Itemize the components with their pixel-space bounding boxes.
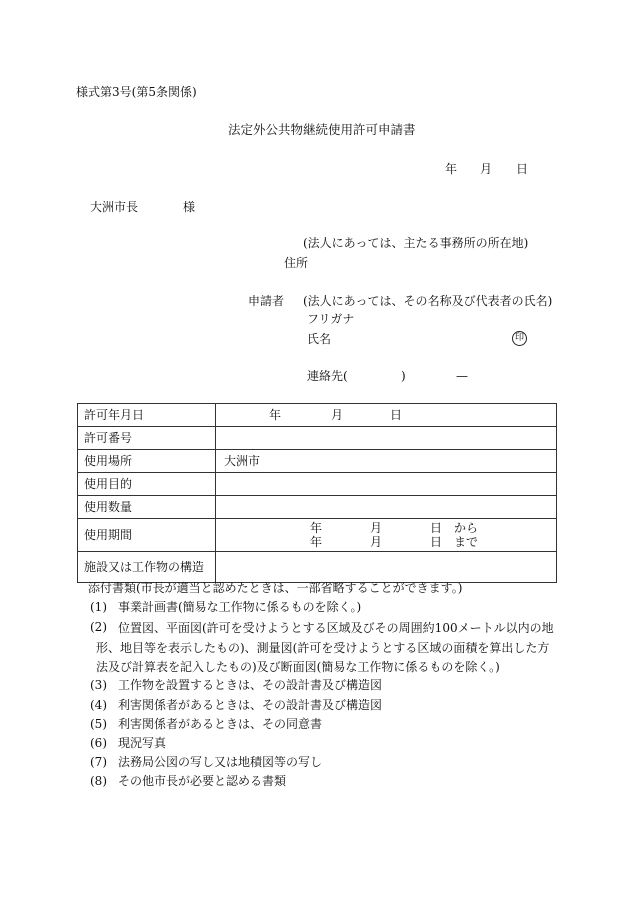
- date-year-label: 年: [445, 162, 458, 176]
- seal-mark: 印: [512, 331, 527, 346]
- permit-date-month: 月: [331, 408, 344, 422]
- structure-field[interactable]: [216, 552, 557, 583]
- table-row: [78, 473, 557, 496]
- address-note: (法人にあっては、主たる事務所の所在地): [303, 236, 529, 250]
- list-item-text: 位置図、平面図(許可を受けようとする区域及びその周囲約100メートル以内の地形、地目等を表示したもの)、測量図(許可を受けようとする区域の面積を算出した方法及び計算表を記入したもの)及び断面図(簡易な工作物に係るものを除く。): [96, 621, 554, 674]
- list-item: [90, 773, 286, 790]
- period-from: [222, 521, 556, 535]
- attachments-heading: 添付書類(市長が適当と認めたときは、一部省略することができます。): [88, 581, 463, 595]
- list-item: [90, 735, 166, 752]
- table-row: [78, 404, 557, 427]
- table-row: [78, 552, 557, 583]
- date-day-label: 日: [516, 162, 529, 176]
- list-item-text: 利害関係者があるときは、その同意書: [118, 717, 323, 731]
- form-number: 様式第3号(第5条関係): [76, 85, 197, 99]
- period-field[interactable]: [216, 519, 557, 552]
- permit-number-field[interactable]: [216, 427, 557, 450]
- row-label-location: 使用場所: [78, 450, 216, 473]
- permit-date-day: 日: [390, 408, 403, 422]
- list-item-number: (2): [90, 620, 107, 634]
- quantity-field[interactable]: [216, 496, 557, 519]
- row-label-period: 使用期間: [78, 519, 216, 552]
- permit-info-table: [77, 403, 557, 583]
- period-to-suffix: まで: [454, 535, 479, 549]
- period-from-day: 日: [430, 521, 443, 535]
- address-label: 住所: [284, 256, 309, 270]
- addressee-honorific: 様: [183, 200, 196, 214]
- period-to: [222, 535, 556, 549]
- page-title: 法定外公共物継続使用許可申請書: [228, 122, 416, 137]
- list-item-text: 法務局公図の写し又は地積図等の写し: [118, 755, 323, 769]
- name-label: 氏名: [307, 332, 332, 346]
- period-from-year: 年: [310, 521, 323, 535]
- applicant-label: 申請者: [248, 294, 285, 308]
- addressee-name: 大洲市長: [90, 200, 139, 214]
- list-item-text: 利害関係者があるときは、その設計書及び構造図: [118, 698, 383, 712]
- list-item-number: (8): [90, 774, 107, 788]
- list-item: [90, 716, 322, 733]
- list-item: [90, 754, 322, 771]
- row-label-permit-number: 許可番号: [78, 427, 216, 450]
- list-item: [90, 697, 382, 714]
- list-item-number: (6): [90, 736, 107, 750]
- permit-date-year: 年: [269, 408, 282, 422]
- period-from-suffix: から: [454, 521, 479, 535]
- list-item-number: (3): [90, 678, 107, 692]
- list-item-number: (5): [90, 717, 107, 731]
- list-item-number: (4): [90, 698, 107, 712]
- row-label-purpose: 使用目的: [78, 473, 216, 496]
- furigana-label: フリガナ: [307, 312, 355, 326]
- table-row: [78, 427, 557, 450]
- table-row: [78, 496, 557, 519]
- period-to-year: 年: [310, 535, 323, 549]
- list-item: [90, 677, 382, 694]
- location-field[interactable]: 大洲市: [216, 450, 557, 473]
- table-row: [78, 519, 557, 552]
- row-label-permit-date: 許可年月日: [78, 404, 216, 427]
- table-row: [78, 450, 557, 473]
- purpose-field[interactable]: [216, 473, 557, 496]
- list-item-text: 事業計画書(簡易な工作物に係るものを除く。): [118, 600, 362, 614]
- list-item-number: (1): [90, 600, 107, 614]
- contact-label: 連絡先(: [307, 369, 348, 383]
- period-to-month: 月: [370, 535, 383, 549]
- period-to-day: 日: [430, 535, 443, 549]
- name-note: (法人にあっては、その名称及び代表者の氏名): [303, 294, 553, 308]
- list-item: [90, 599, 361, 616]
- permit-date-field[interactable]: [216, 404, 557, 427]
- row-label-quantity: 使用数量: [78, 496, 216, 519]
- list-item-text: 現況写真: [118, 736, 167, 750]
- period-from-month: 月: [370, 521, 383, 535]
- list-item-number: (7): [90, 755, 107, 769]
- date-month-label: 月: [480, 162, 493, 176]
- contact-dash: —: [456, 369, 468, 383]
- list-item-text: 工作物を設置するときは、その設計書及び構造図: [118, 678, 383, 692]
- row-label-structure: 施設又は工作物の構造: [78, 552, 216, 583]
- contact-paren-close: ): [401, 369, 406, 383]
- list-item-text: その他市長が必要と認める書類: [118, 774, 287, 788]
